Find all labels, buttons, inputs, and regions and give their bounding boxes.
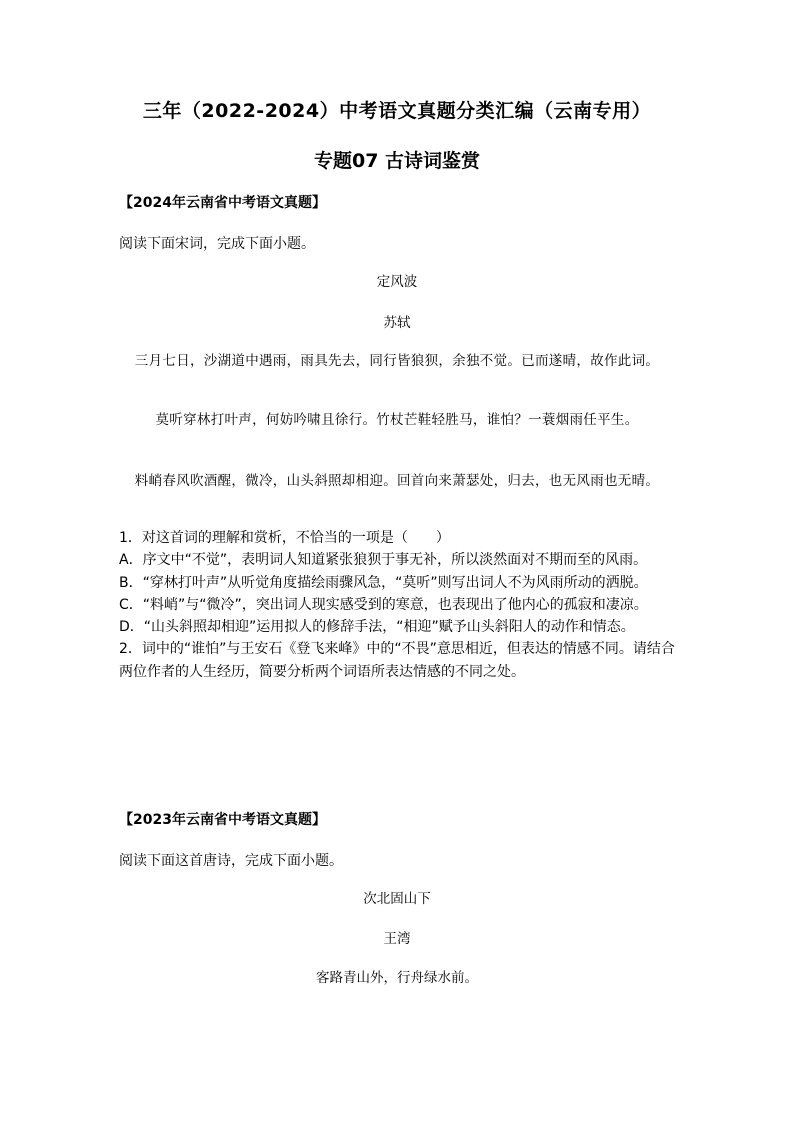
- section-heading-2023: 【2023年云南省中考语文真题】: [119, 812, 326, 828]
- poem-stanza-2-2024: 料峭春风吹酒醒，微冷，山头斜照却相迎。回首向来萧瑟处，归去，也无风雨也无晴。: [134, 473, 660, 489]
- poem-title-2024: 定风波: [376, 274, 418, 290]
- poem-author-2024: 苏轼: [383, 315, 411, 331]
- question-1-option-a: A．序文中“不觉”，表明词人知道紧张狼狈于事无补，所以淡然面对不期而至的风雨。: [119, 552, 648, 569]
- question-2-stem: 2．词中的“谁怕”与王安石《登飞来峰》中的“不畏”意思相近，但表达的情感不同。请结合两位作者的人生经历，简要分析两个词语所表达情感的不同之处。: [119, 641, 675, 680]
- poem-title-2023: 次北固山下: [363, 891, 431, 907]
- poem-line-1-2023: 客路青山外，行舟绿水前。: [316, 970, 478, 986]
- question-1-stem: 1．对这首词的理解和赏析，不恰当的一项是（ ）: [119, 530, 450, 546]
- section-intro-2023: 阅读下面这首唐诗，完成下面小题。: [119, 853, 343, 869]
- document-main-title: 三年（2022-2024）中考语文真题分类汇编（云南专用）: [142, 100, 652, 122]
- question-1-option-b: B．“穿林打叶声”从听觉角度描绘雨骤风急，“莫听”则写出词人不为风雨所动的洒脱。: [119, 574, 648, 591]
- poem-author-2023: 王湾: [383, 931, 411, 947]
- poem-stanza-1-2024: 莫听穿林打叶声，何妨吟啸且徐行。竹杖芒鞋轻胜马，谁怕？一蓑烟雨任平生。: [155, 412, 639, 428]
- question-list-2024: [119, 527, 675, 683]
- section-heading-2024: 【2024年云南省中考语文真题】: [119, 195, 326, 211]
- poem-preface-2024: 三月七日，沙湖道中遇雨，雨具先去，同行皆狼狈，余独不觉。已而遂晴，故作此词。: [134, 353, 660, 369]
- question-1-option-d: D．“山头斜照却相迎”运用拟人的修辞手法，“相迎”赋予山头斜阳人的动作和情态。: [119, 619, 635, 636]
- section-intro-2024: 阅读下面宋词，完成下面小题。: [119, 236, 315, 252]
- question-1-option-c: C．“料峭”与“微冷”，突出词人现实感受到的寒意，也表现出了他内心的孤寂和凄凉。: [119, 596, 648, 613]
- document-sub-title: 专题07 古诗词鉴赏: [313, 150, 481, 172]
